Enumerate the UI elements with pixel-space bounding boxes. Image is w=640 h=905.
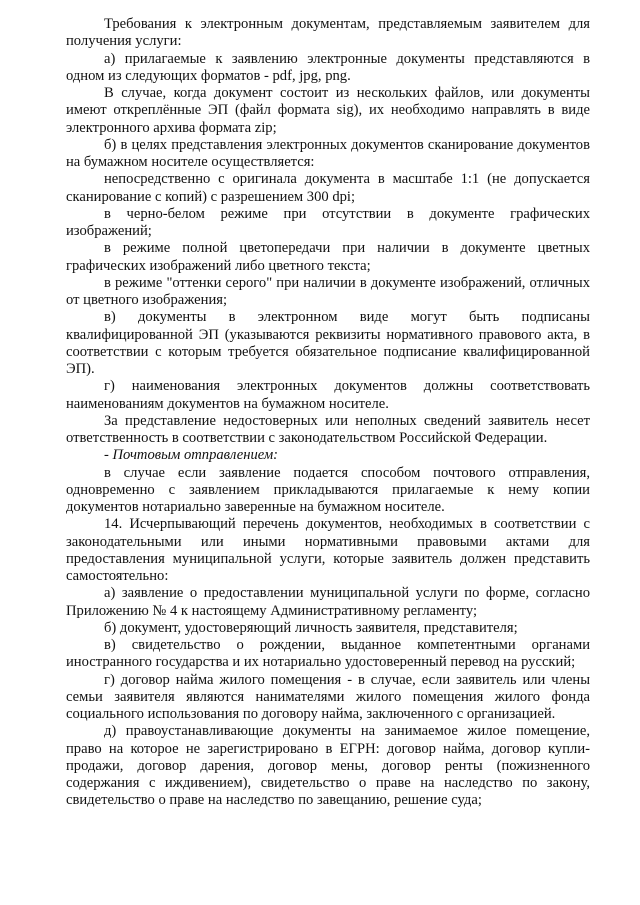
paragraph-postal-heading: - Почтовым отправлением: (104, 447, 279, 464)
paragraph-postal-copies: в случае если заявление подается способом почтового отправления, одновременно с заявлением прикладываются прилагаемые к нему копии документов нотариально заверенные на бумажном носителе. (66, 464, 590, 515)
paragraph-multiple-files: В случае, когда документ состоит из нескольких файлов, или документы имеют откреплённые ЭП (файл формата sig), их необходимо направлять в виде электронного архива формата zip; (66, 85, 590, 136)
paragraph-section-14: 14. Исчерпывающий перечень документов, необходимых в соответствии с законодательными или иными нормативными правовыми актами для предоставления муниципальной услуги, которые заявитель должен представить самостоятельно: (66, 516, 590, 584)
paragraph-scan-original: непосредственно с оригинала документа в масштабе 1:1 (не допускается сканирование с копий) с разрешением 300 dpi; (66, 171, 590, 205)
document-page (66, 16, 590, 810)
paragraph-requirements-intro: Требования к электронным документам, представляемым заявителем для получения услуги: (66, 16, 590, 50)
paragraph-14-g-lease: г) договор найма жилого помещения - в случае, если заявитель или члены семьи заявителя являются нанимателями жилого помещения жилого фонда социального использования по договору найма, заключенного с организацией. (66, 671, 590, 722)
paragraph-14-v-birth-certificate: в) свидетельство о рождении, выданное компетентными органами иностранного государства и их нотариально удостоверенный перевод на русский; (66, 637, 590, 671)
paragraph-14-d-title-documents: д) правоустанавливающие документы на занимаемое жилое помещение, право на которое не зарегистрировано в ЕГРН: договор найма, договор купли-продажи, договор дарения, договор мены, договор ренты (пожизненного содержания с иждивением), свидетельство о праве на наследство по закону, свидетельство о праве на наследство по завещанию, решение суда; (66, 723, 590, 809)
paragraph-responsibility: За представление недостоверных или неполных сведений заявитель несет ответственность в соответствии с законодательством Российской Федерации. (66, 412, 590, 446)
paragraph-scan-color: в режиме полной цветопередачи при наличии в документе цветных графических изображений либо цветного текста; (66, 240, 590, 274)
paragraph-14-b-identity: б) документ, удостоверяющий личность заявителя, представителя; (104, 619, 518, 636)
paragraph-item-g-names: г) наименования электронных документов должны соответствовать наименованиям документов на бумажном носителе. (66, 378, 590, 412)
paragraph-14-a-application: а) заявление о предоставлении муниципальной услуги по форме, согласно Приложению № 4 к настоящему Административному регламенту; (66, 585, 590, 619)
paragraph-item-b-scanning: б) в целях представления электронных документов сканирование документов на бумажном носителе осуществляется: (66, 136, 590, 170)
paragraph-scan-bw: в черно-белом режиме при отсутствии в документе графических изображений; (66, 205, 590, 239)
paragraph-item-v-signature: в) документы в электронном виде могут быть подписаны квалифицированной ЭП (указываются реквизиты нормативного правового акта, в соответствии с которым требуется обязательное подписание квалифицированной ЭП). (66, 309, 590, 377)
paragraph-item-a-formats: а) прилагаемые к заявлению электронные документы представляются в одном из следующих форматов - pdf, jpg, png. (66, 50, 590, 84)
paragraph-scan-grayscale: в режиме "оттенки серого" при наличии в документе изображений, отличных от цветного изображения; (66, 274, 590, 308)
